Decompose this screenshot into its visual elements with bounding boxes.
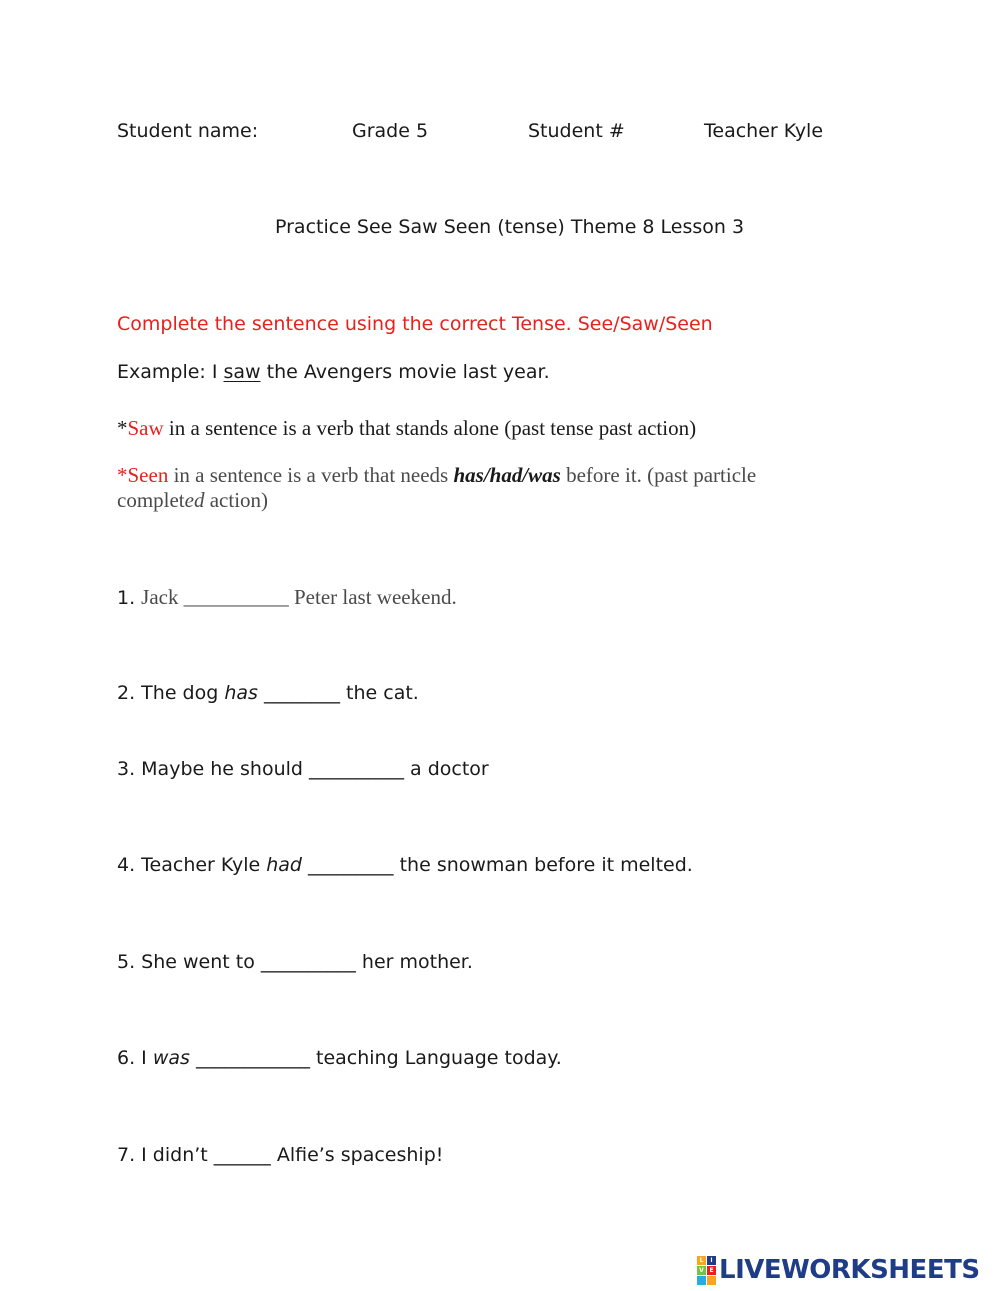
q3-blank[interactable]: __________ [309,758,404,780]
question-1 [117,585,457,610]
q5-text-b: her mother. [355,951,473,973]
rule-saw-text: in a sentence is a verb that stands alone (past tense past action) [163,416,697,440]
logo-block: L [697,1256,706,1265]
q1-number: 1. [117,587,142,609]
rule-seen-line1 [117,463,756,488]
question-3 [117,758,489,780]
example-word: saw [223,361,261,383]
q7-blank[interactable]: ______ [213,1144,271,1166]
q6-emphasis: was [152,1047,190,1069]
q4-emphasis: had [266,854,302,876]
q7-text-a: 7. I didn’t [117,1144,214,1166]
q2-blank[interactable]: ________ [257,682,347,704]
rule-seen-line2a: complet [117,488,185,512]
logo-block [707,1276,716,1285]
rule-seen-line2 [117,488,268,513]
rule-seen-star: * [117,463,128,487]
rule-seen-line2b: ed [184,488,205,512]
q3-text-b: a doctor [404,758,489,780]
page-title: Practice See Saw Seen (tense) Theme 8 Lesson 3 [275,216,745,238]
grade-label: Grade 5 [352,120,429,142]
question-5 [117,951,473,973]
q6-text-b: teaching Language today. [316,1047,562,1069]
q2-text-a: 2. The dog [117,682,225,704]
logo-block [697,1276,706,1285]
q6-blank[interactable]: ____________ [189,1047,316,1069]
rule-seen-word: Seen [127,463,169,487]
example [117,361,550,383]
logo-text: LIVEWORKSHEETS [719,1255,980,1285]
logo-block: E [707,1266,716,1275]
q7-text-b: Alfie’s spaceship! [270,1144,444,1166]
instruction: Complete the sentence using the correct Tense. See/Saw/Seen [117,313,713,335]
q1-text-b: Peter last weekend. [288,585,457,609]
rule-saw-star: * [117,416,128,440]
liveworksheets-logo[interactable] [697,1255,980,1285]
rule-saw-word: Saw [127,416,164,440]
logo-block: V [697,1266,706,1275]
student-number-label: Student # [528,120,625,142]
q2-text-b: the cat. [346,682,419,704]
q6-text-a: 6. I [117,1047,153,1069]
question-2 [117,682,419,704]
rule-seen-text1: in a sentence is a verb that needs [168,463,454,487]
rule-saw [117,416,696,441]
q1-blank[interactable]: __________ [183,585,289,609]
teacher-label: Teacher Kyle [704,120,824,142]
student-name-label: Student name: [117,120,259,142]
q3-text-a: 3. Maybe he should [117,758,309,780]
rule-seen-line2c: action) [204,488,269,512]
q4-blank[interactable]: _________ [302,854,400,876]
rule-seen-text2: before it. (past particle [560,463,757,487]
rule-seen-auxiliaries: has/had/was [453,463,561,487]
example-suffix: the Avengers movie last year. [260,361,550,383]
q5-blank[interactable]: __________ [260,951,356,973]
question-7 [117,1144,443,1166]
q4-text-a: 4. Teacher Kyle [117,854,267,876]
q1-text-a: Jack [141,585,184,609]
question-6 [117,1047,562,1069]
q2-emphasis: has [224,682,258,704]
question-4 [117,854,693,876]
q4-text-b: the snowman before it melted. [399,854,693,876]
logo-blocks-icon [697,1256,716,1285]
logo-block: I [707,1256,716,1265]
q5-text-a: 5. She went to [117,951,261,973]
example-prefix: Example: I [117,361,224,383]
